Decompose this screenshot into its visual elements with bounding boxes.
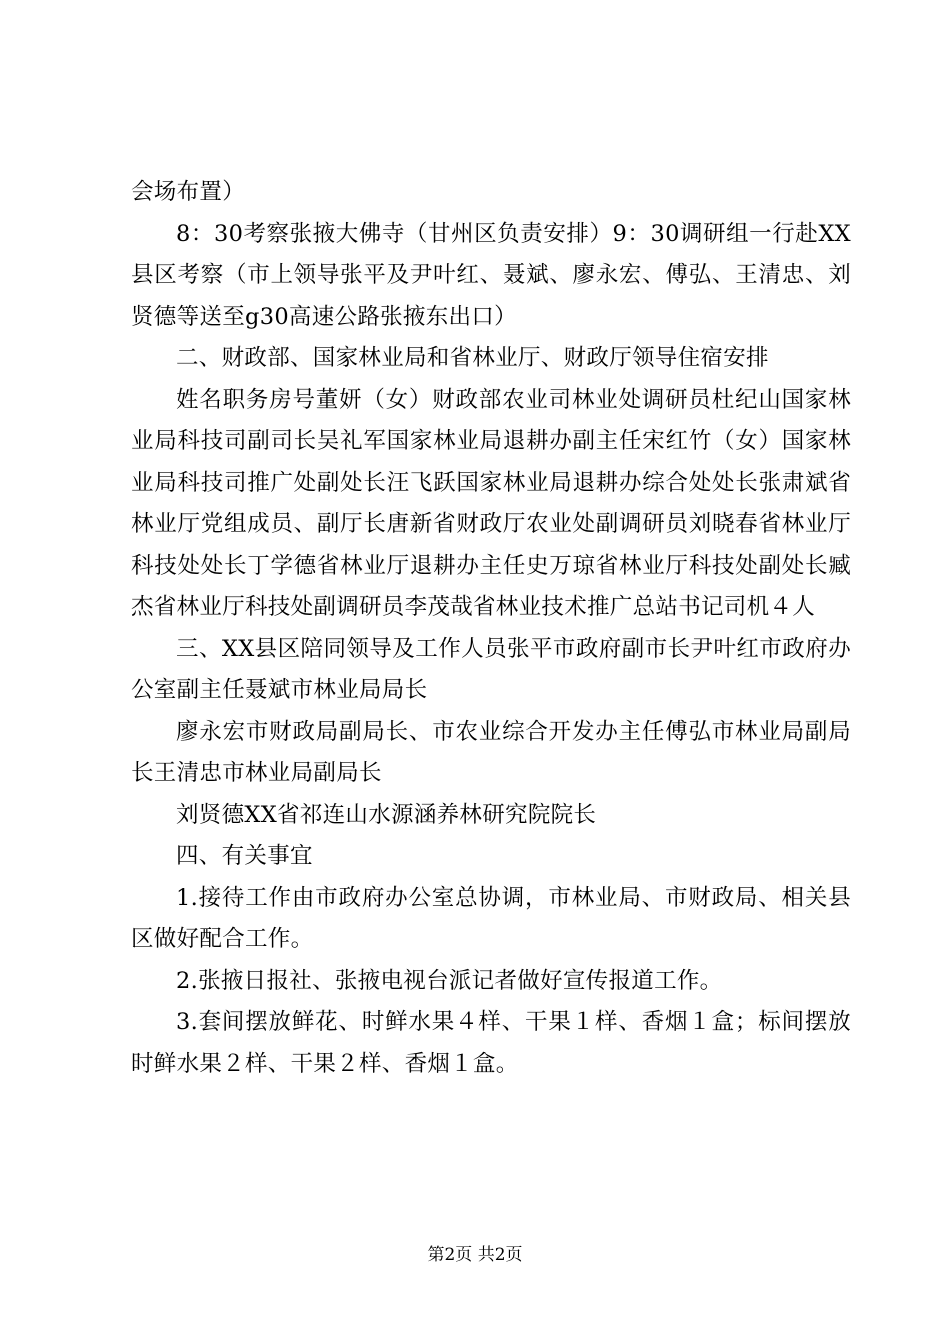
paragraph-9: 1.接待工作由市政府办公室总协调，市林业局、市财政局、相关县区做好配合工作。 (131, 884, 851, 952)
paragraph-4: 姓名职务房号董妍（女）财政部农业司林业处调研员杜纪山国家林业局科技司副司长吴礼军国家林业局退耕办副主任宋红竹（女）国家林业局科技司推广处副处长汪飞跃国家林业局退耕办综合处处长张肃斌省林业厅党组成员、副厅长唐新省财政厅农业处副调研员刘晓春省林业厅科技处处长丁学德省林业厅退耕办主任史万琼省林业厅科技处副处长臧杰省林业厅科技处副调研员李茂哉省林业技术推广总站书记司机４人 (131, 386, 851, 620)
paragraph-11: 3.套间摆放鲜花、时鲜水果４样、干果１样、香烟１盒；标间摆放时鲜水果２样、干果２样、香烟１盒。 (131, 1009, 851, 1077)
paragraph-3: 二、财政部、国家林业局和省林业厅、财政厅领导住宿安排 (176, 345, 769, 371)
paragraph-8: 四、有关事宜 (176, 843, 313, 869)
document-body (131, 172, 851, 1085)
paragraph-10: 2.张掖日报社、张掖电视台派记者做好宣传报道工作。 (176, 967, 723, 994)
paragraph-7: 刘贤德XX省祁连山水源涵养林研究院院长 (176, 801, 597, 828)
page-number-label: 第2页 共2页 (427, 1245, 523, 1265)
paragraph-5: 三、XX县区陪同领导及工作人员张平市政府副市长尹叶红市政府办公室副主任聂斌市林业局局长 (131, 635, 851, 703)
page-footer (0, 1244, 950, 1266)
paragraph-6: 廖永宏市财政局副局长、市农业综合开发办主任傅弘市林业局副局长王清忠市林业局副局长 (131, 718, 851, 786)
paragraph-1: 会场布置） (131, 179, 246, 205)
paragraph-2: 8：30考察张掖大佛寺（甘州区负责安排）9：30调研组一行赴XX县区考察（市上领导张平及尹叶红、聂斌、廖永宏、傅弘、王清忠、刘贤德等送至g30高速公路张掖东出口） (131, 220, 851, 330)
